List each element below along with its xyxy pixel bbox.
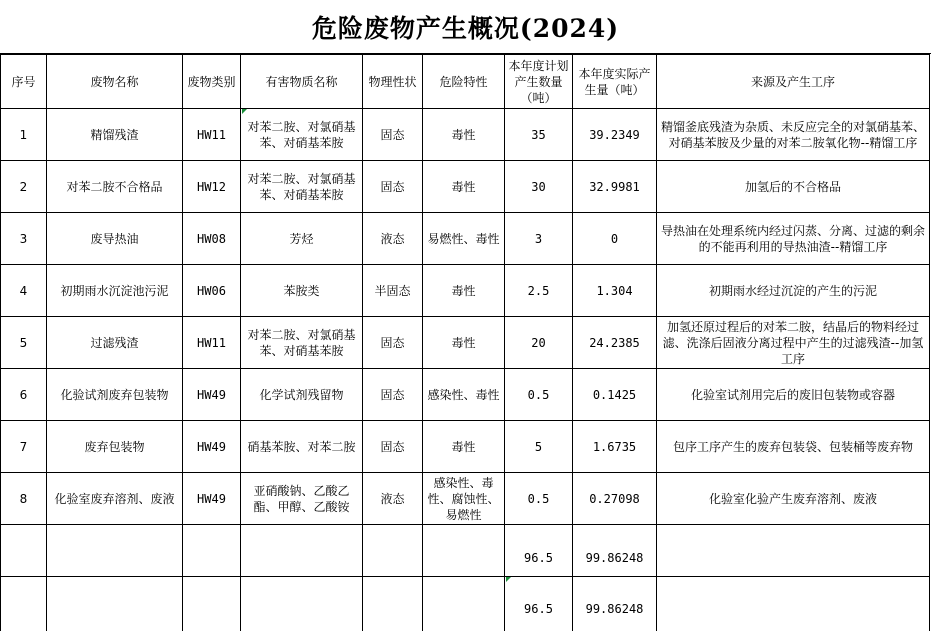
cell-plan[interactable]: 30 xyxy=(505,161,573,213)
cell-substance[interactable]: 对苯二胺、对氯硝基苯、对硝基苯胺 xyxy=(241,161,363,213)
cell-actual[interactable]: 39.2349 xyxy=(573,109,657,161)
cell-actual[interactable]: 0.1425 xyxy=(573,369,657,421)
cell-marker-icon xyxy=(242,109,247,114)
cell-empty[interactable] xyxy=(423,525,505,577)
cell-plan[interactable]: 20 xyxy=(505,317,573,369)
cell-name[interactable]: 过滤残渣 xyxy=(47,317,183,369)
cell-state[interactable]: 固态 xyxy=(363,109,423,161)
cell-source[interactable]: 加氢后的不合格品 xyxy=(657,161,930,213)
cell-plan[interactable]: 35 xyxy=(505,109,573,161)
cell-no[interactable]: 8 xyxy=(1,473,47,525)
header-substance[interactable]: 有害物质名称 xyxy=(241,55,363,109)
sheet-title: 危险废物产生概况(2024) xyxy=(0,0,931,54)
cell-state[interactable]: 固态 xyxy=(363,317,423,369)
cell-actual[interactable]: 32.9981 xyxy=(573,161,657,213)
cell-no[interactable]: 2 xyxy=(1,161,47,213)
table-row xyxy=(1,213,930,265)
cell-no[interactable]: 7 xyxy=(1,421,47,473)
cell-category[interactable]: HW49 xyxy=(183,369,241,421)
cell-source[interactable]: 加氢还原过程后的对苯二胺，结晶后的物料经过滤、洗涤后固液分离过程中产生的过滤残渣--加氢工序 xyxy=(657,317,930,369)
table-row xyxy=(1,473,930,525)
cell-state[interactable]: 固态 xyxy=(363,369,423,421)
cell-actual[interactable]: 0.27098 xyxy=(573,473,657,525)
header-source[interactable]: 来源及产生工序 xyxy=(657,55,930,109)
table-row xyxy=(1,161,930,213)
waste-table xyxy=(0,54,930,631)
cell-hazard[interactable]: 感染性、毒性 xyxy=(423,369,505,421)
cell-no[interactable]: 6 xyxy=(1,369,47,421)
cell-no[interactable]: 1 xyxy=(1,109,47,161)
header-plan[interactable]: 本年度计划产生数量（吨） xyxy=(505,55,573,109)
table-row xyxy=(1,317,930,369)
cell-empty[interactable] xyxy=(241,577,363,631)
cell-source[interactable]: 初期雨水经过沉淀的产生的污泥 xyxy=(657,265,930,317)
cell-category[interactable]: HW11 xyxy=(183,109,241,161)
cell-substance[interactable]: 亚硝酸钠、乙酸乙酯、甲醇、乙酸铵 xyxy=(241,473,363,525)
total-row xyxy=(1,525,930,577)
cell-state[interactable]: 固态 xyxy=(363,161,423,213)
cell-plan[interactable]: 0.5 xyxy=(505,473,573,525)
total-actual[interactable]: 99.86248 xyxy=(573,525,657,577)
cell-no[interactable]: 4 xyxy=(1,265,47,317)
cell-actual[interactable]: 0 xyxy=(573,213,657,265)
cell-category[interactable]: HW11 xyxy=(183,317,241,369)
cell-substance[interactable]: 苯胺类 xyxy=(241,265,363,317)
cell-name[interactable]: 精馏残渣 xyxy=(47,109,183,161)
header-state[interactable]: 物理性状 xyxy=(363,55,423,109)
cell-empty[interactable] xyxy=(183,525,241,577)
cell-substance[interactable]: 对苯二胺、对氯硝基苯、对硝基苯胺 xyxy=(241,317,363,369)
cell-no[interactable]: 5 xyxy=(1,317,47,369)
cell-state[interactable]: 液态 xyxy=(363,473,423,525)
cell-plan[interactable]: 3 xyxy=(505,213,573,265)
cell-empty[interactable] xyxy=(363,577,423,631)
cell-empty[interactable] xyxy=(1,525,47,577)
cell-state[interactable]: 液态 xyxy=(363,213,423,265)
cell-empty[interactable] xyxy=(47,525,183,577)
cell-hazard[interactable]: 毒性 xyxy=(423,317,505,369)
cell-hazard[interactable]: 毒性 xyxy=(423,161,505,213)
cell-empty[interactable] xyxy=(363,525,423,577)
cell-state[interactable]: 固态 xyxy=(363,421,423,473)
table-row xyxy=(1,369,930,421)
table-row xyxy=(1,421,930,473)
cell-source[interactable]: 包序工序产生的废弃包装袋、包装桶等废弃物 xyxy=(657,421,930,473)
cell-hazard[interactable]: 易燃性、毒性 xyxy=(423,213,505,265)
cell-category[interactable]: HW12 xyxy=(183,161,241,213)
cell-empty[interactable] xyxy=(423,577,505,631)
cell-category[interactable]: HW06 xyxy=(183,265,241,317)
cell-plan[interactable]: 2.5 xyxy=(505,265,573,317)
cell-substance[interactable]: 对苯二胺、对氯硝基苯、对硝基苯胺 xyxy=(241,109,363,161)
header-no[interactable]: 序号 xyxy=(1,55,47,109)
cell-substance[interactable]: 化学试剂残留物 xyxy=(241,369,363,421)
cell-hazard[interactable]: 感染性、毒性、腐蚀性、易燃性 xyxy=(423,473,505,525)
cell-empty[interactable] xyxy=(241,525,363,577)
cell-empty[interactable] xyxy=(657,525,930,577)
total-row xyxy=(1,577,930,631)
table-row xyxy=(1,265,930,317)
cell-empty[interactable] xyxy=(183,577,241,631)
total-actual[interactable]: 99.86248 xyxy=(573,577,657,631)
header-name[interactable]: 废物名称 xyxy=(47,55,183,109)
cell-actual[interactable]: 24.2385 xyxy=(573,317,657,369)
cell-name[interactable]: 初期雨水沉淀池污泥 xyxy=(47,265,183,317)
cell-category[interactable]: HW08 xyxy=(183,213,241,265)
total-plan[interactable]: 96.5 xyxy=(505,525,573,577)
cell-name[interactable]: 废弃包装物 xyxy=(47,421,183,473)
table-row xyxy=(1,109,930,161)
header-actual[interactable]: 本年度实际产生量（吨） xyxy=(573,55,657,109)
cell-name[interactable]: 对苯二胺不合格品 xyxy=(47,161,183,213)
cell-hazard[interactable]: 毒性 xyxy=(423,109,505,161)
cell-category[interactable]: HW49 xyxy=(183,473,241,525)
cell-actual[interactable]: 1.304 xyxy=(573,265,657,317)
cell-name[interactable]: 化验室废弃溶剂、废液 xyxy=(47,473,183,525)
header-row xyxy=(1,55,930,109)
cell-plan[interactable]: 5 xyxy=(505,421,573,473)
cell-hazard[interactable]: 毒性 xyxy=(423,421,505,473)
cell-no[interactable]: 3 xyxy=(1,213,47,265)
cell-category[interactable]: HW49 xyxy=(183,421,241,473)
header-category[interactable]: 废物类别 xyxy=(183,55,241,109)
total-plan[interactable]: 96.5 xyxy=(505,577,573,631)
cell-name[interactable]: 废导热油 xyxy=(47,213,183,265)
cell-marker-icon xyxy=(506,577,511,582)
cell-state[interactable]: 半固态 xyxy=(363,265,423,317)
cell-source[interactable]: 化验室化验产生废弃溶剂、废液 xyxy=(657,473,930,525)
cell-actual[interactable]: 1.6735 xyxy=(573,421,657,473)
cell-substance[interactable]: 硝基苯胺、对苯二胺 xyxy=(241,421,363,473)
cell-substance[interactable]: 芳烃 xyxy=(241,213,363,265)
cell-hazard[interactable]: 毒性 xyxy=(423,265,505,317)
cell-source[interactable]: 化验室试剂用完后的废旧包装物或容器 xyxy=(657,369,930,421)
cell-empty[interactable] xyxy=(1,577,47,631)
cell-name[interactable]: 化验试剂废弃包装物 xyxy=(47,369,183,421)
cell-source[interactable]: 导热油在处理系统内经过闪蒸、分离、过滤的剩余的不能再利用的导热油渣--精馏工序 xyxy=(657,213,930,265)
header-hazard[interactable]: 危险特性 xyxy=(423,55,505,109)
cell-empty[interactable] xyxy=(47,577,183,631)
cell-plan[interactable]: 0.5 xyxy=(505,369,573,421)
cell-source[interactable]: 精馏釜底残渣为杂质、未反应完全的对氯硝基苯、对硝基苯胺及少量的对苯二胺氧化物--精馏工序 xyxy=(657,109,930,161)
cell-empty[interactable] xyxy=(657,577,930,631)
